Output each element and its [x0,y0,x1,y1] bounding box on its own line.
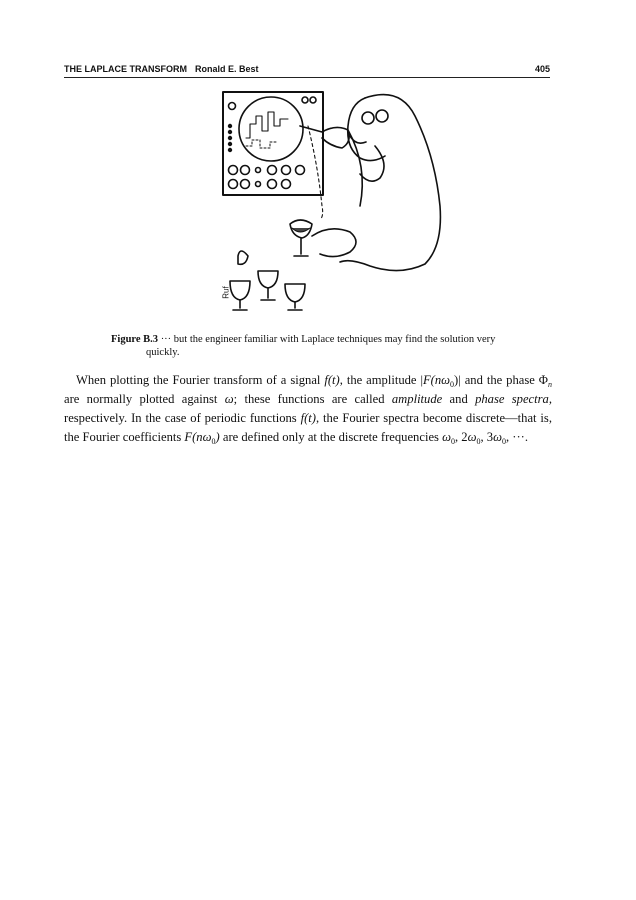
figure-cartoon [200,86,450,314]
waveform-trace [246,112,288,138]
figure-caption [111,333,553,359]
wine-glass-right [285,284,305,302]
panel-knob [229,103,236,110]
header-rule [64,77,550,78]
page-number: 405 [534,64,550,74]
paragraph: When plotting the Fourier transform of a signal f(t), the amplitude $|F(n\omega_0)|$ and the phase $\Phi_n$ are normally plotted against ω; these functions are called amplitude and phase spectra, respectively. In the case of periodic functions f(t), the Fourier spectra become discrete—that is, the Fourier coefficients $F(n\omega_0)$ are defined only at the discrete frequencies $\omega_0$, $2\omega_0$, $3\omega_0$, ···. [64,373,552,446]
waveform-trace-2 [246,140,278,148]
header-author: Ronald E. Best [195,64,259,74]
engineer-hand [300,126,349,148]
running-header [64,62,550,78]
cartoon-illustration [200,86,450,314]
wine-glass-middle [258,271,278,288]
journal-title: THE LAPLACE TRANSFORM [64,64,187,74]
artist-signature: Ruf [221,286,231,299]
header-title [64,64,259,74]
body-paragraph [64,371,552,447]
caption-text-continued: quickly. [146,347,180,358]
caption-text: ··· but the engineer familiar with Laplace techniques may find the solution very [160,334,496,345]
engineer-hand-glass [312,229,356,257]
engineer-beard [360,146,384,181]
wine-glass-left [230,281,250,300]
oscilloscope-screen [239,97,303,161]
caption-label: Figure B.3 [111,334,159,345]
